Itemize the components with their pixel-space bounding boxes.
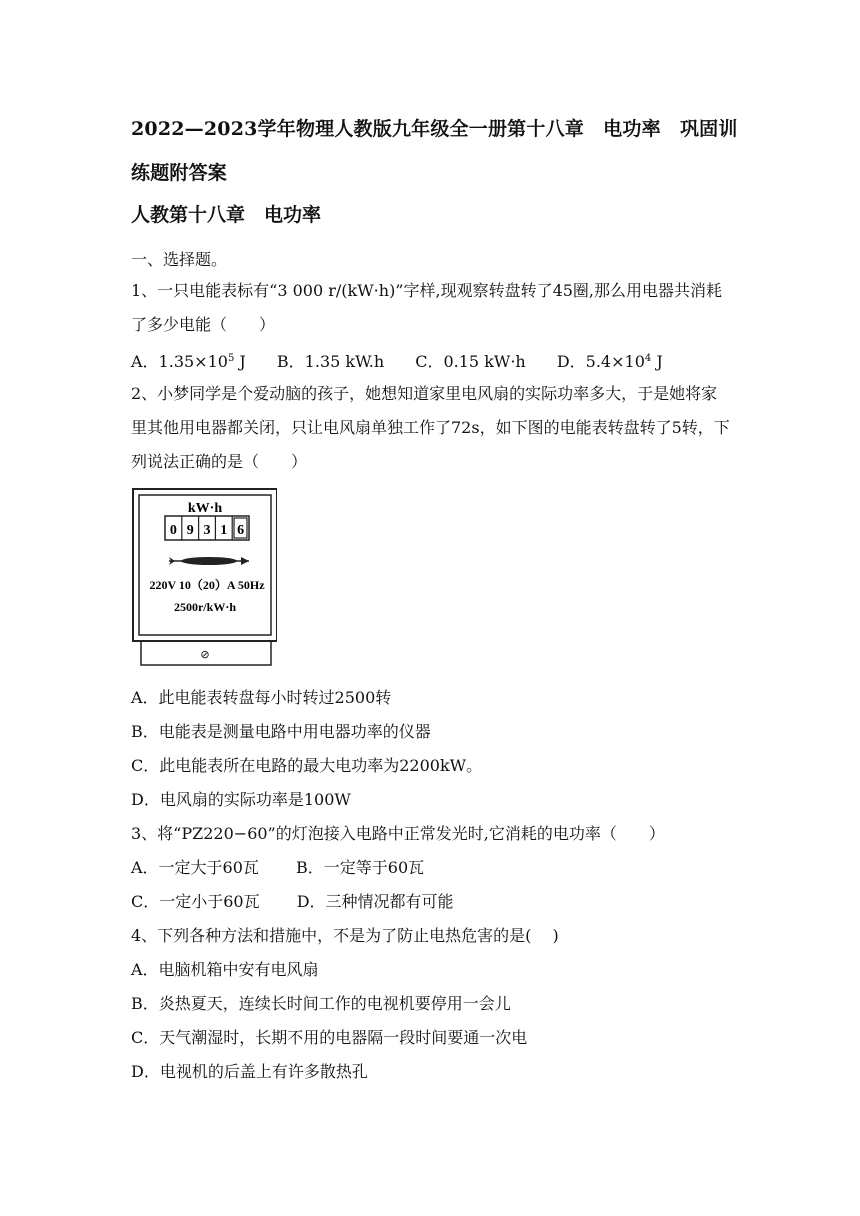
q1-option-a: A．$1.35\times 10^5$ J <box>131 352 246 371</box>
q3-option-c: C．一定小于60瓦 <box>131 892 260 911</box>
q4-option-a: A．电脑机箱中安有电风扇 <box>131 960 319 979</box>
meter-unit: kW·h <box>187 501 223 516</box>
meter-rating: 220V 10（20）A 50Hz <box>149 578 265 592</box>
meter-digit: 0 <box>169 523 177 538</box>
page-title: 2022—2023学年物理人教版九年级全一册第十八章 电功率 巩固训练题附答案 <box>131 118 738 184</box>
electric-meter-figure <box>131 488 277 666</box>
q2-option-c: C．此电能表所在电路的最大电功率为2200kW。 <box>131 756 483 775</box>
q3-options-row-2 <box>131 889 454 912</box>
q3-options-row-1 <box>131 855 424 878</box>
meter-digits <box>165 516 249 540</box>
q2-option-b: B．电能表是测量电路中用电器功率的仪器 <box>131 722 431 741</box>
meter-rotor-disk-icon <box>169 557 249 565</box>
meter-digit: 9 <box>186 523 194 538</box>
meter-digit: 6 <box>237 523 245 538</box>
question-2-stem: 2、小梦同学是个爱动脑的孩子，她想知道家里电风扇的实际功率多大，于是她将家里其他用电器都关闭，只让电风扇单独工作了72s，如下图的电能表转盘转了5转，下列说法正确的是（ ） <box>131 384 730 471</box>
q4-option-d: D．电视机的后盖上有许多散热孔 <box>131 1062 368 1081</box>
question-4-stem: 4、下列各种方法和措施中，不是为了防止电热危害的是( ) <box>131 926 559 945</box>
meter-digit: 1 <box>220 523 228 538</box>
q2-option-d: D．电风扇的实际功率是100W <box>131 790 351 809</box>
q2-option-a: A．此电能表转盘每小时转过2500转 <box>131 688 392 707</box>
q1-option-b: B．1.35 kW.h <box>276 352 385 371</box>
q4-option-c: C．天气潮湿时，长期不用的电器隔一段时间要通一次电 <box>131 1028 528 1047</box>
q1-option-c: C．0.15 kW·h <box>415 352 526 371</box>
question-3-stem: 3、将“PZ220−60”的灯泡接入电路中正常发光时,它消耗的电功率（ ） <box>131 824 665 843</box>
q3-option-b: B．一定等于60瓦 <box>296 858 425 877</box>
terminal-icon: ⊘ <box>200 648 210 661</box>
chapter-heading: 人教第十八章 电功率 <box>131 204 322 226</box>
section-heading: 一、选择题。 <box>131 250 228 269</box>
q4-option-b: B．炎热夏天，连续长时间工作的电视机要停用一会儿 <box>131 994 511 1013</box>
meter-constant: 2500r/kW·h <box>173 600 237 614</box>
question-1-stem: 1、一只电能表标有“3 000 r/(kW·h)”字样,现观察转盘转了45圈,那么用电器共消耗了多少电能（ ） <box>131 281 723 334</box>
meter-digit: 3 <box>203 523 211 538</box>
q3-option-d: D．三种情况都有可能 <box>296 892 454 911</box>
q3-option-a: A．一定大于60瓦 <box>131 858 259 877</box>
question-1-options <box>131 349 663 372</box>
q1-option-d: D．$5.4\times 10^4$ J <box>556 352 663 371</box>
